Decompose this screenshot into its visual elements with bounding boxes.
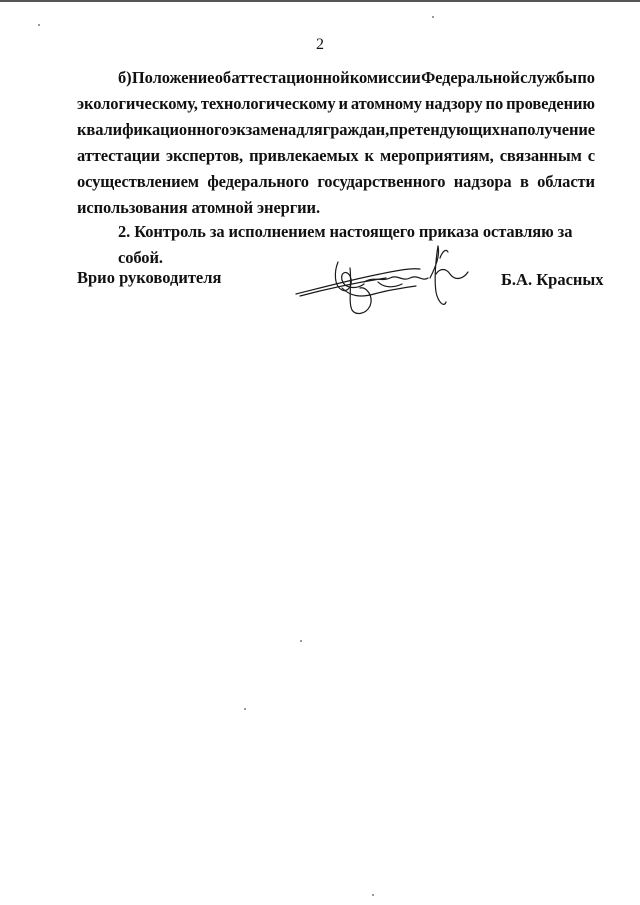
handwritten-signature: [290, 238, 490, 318]
word: государственного: [317, 172, 446, 191]
word: получение: [517, 120, 595, 139]
scan-speck: [300, 640, 302, 642]
signer-name: Б.А. Красных: [501, 270, 604, 289]
word: экспертов,: [165, 146, 244, 165]
word: Федеральной: [421, 68, 520, 87]
paragraph-b: [77, 65, 595, 221]
word: области: [537, 172, 595, 191]
text-line: [77, 195, 595, 221]
word: квалификационного: [77, 120, 230, 139]
word: претендующих: [389, 120, 500, 139]
word: комиссии: [349, 68, 421, 87]
scan-top-edge: [0, 0, 640, 2]
word: для: [296, 120, 323, 139]
word: связанным: [499, 146, 582, 165]
word: граждан,: [322, 120, 390, 139]
word: об: [214, 68, 232, 87]
paragraph-b-text: [77, 65, 595, 221]
word: Положение: [131, 68, 215, 87]
scan-speck: [372, 894, 374, 896]
word: осуществлением: [77, 172, 199, 191]
word: с: [587, 146, 595, 165]
word: мероприятиям,: [379, 146, 494, 165]
word: экзамена: [229, 120, 297, 139]
word: аттестации: [77, 146, 160, 165]
text-line: [77, 143, 595, 169]
word: на: [500, 120, 518, 139]
word: в: [519, 172, 529, 191]
word: надзора: [453, 172, 512, 191]
text-line: [77, 91, 595, 117]
scan-speck: [432, 16, 434, 18]
scan-speck: [38, 24, 40, 26]
word: использования атомной энергии.: [77, 198, 320, 217]
signer-position-title: Врио руководителя: [77, 268, 222, 287]
word: технологическому: [200, 94, 336, 113]
word: федерального: [207, 172, 309, 191]
word: привлекаемых: [249, 146, 359, 165]
word: атомному: [350, 94, 422, 113]
word: б): [118, 68, 132, 87]
text-line: [77, 169, 595, 195]
word: по: [577, 68, 595, 87]
word: аттестационной: [231, 68, 350, 87]
word: надзору: [424, 94, 483, 113]
word: и: [338, 94, 348, 113]
text-line: [77, 117, 595, 143]
word: к: [364, 146, 374, 165]
word: службы: [520, 68, 577, 87]
paragraph-2: 2. Контроль за исполнением настоящего приказа оставляю за собой.: [118, 222, 573, 267]
text-line: [77, 65, 595, 91]
word: экологическому,: [77, 94, 198, 113]
page-number: 2: [316, 36, 324, 53]
word: по: [485, 94, 504, 113]
word: проведению: [506, 94, 595, 113]
scan-speck: [244, 708, 246, 710]
